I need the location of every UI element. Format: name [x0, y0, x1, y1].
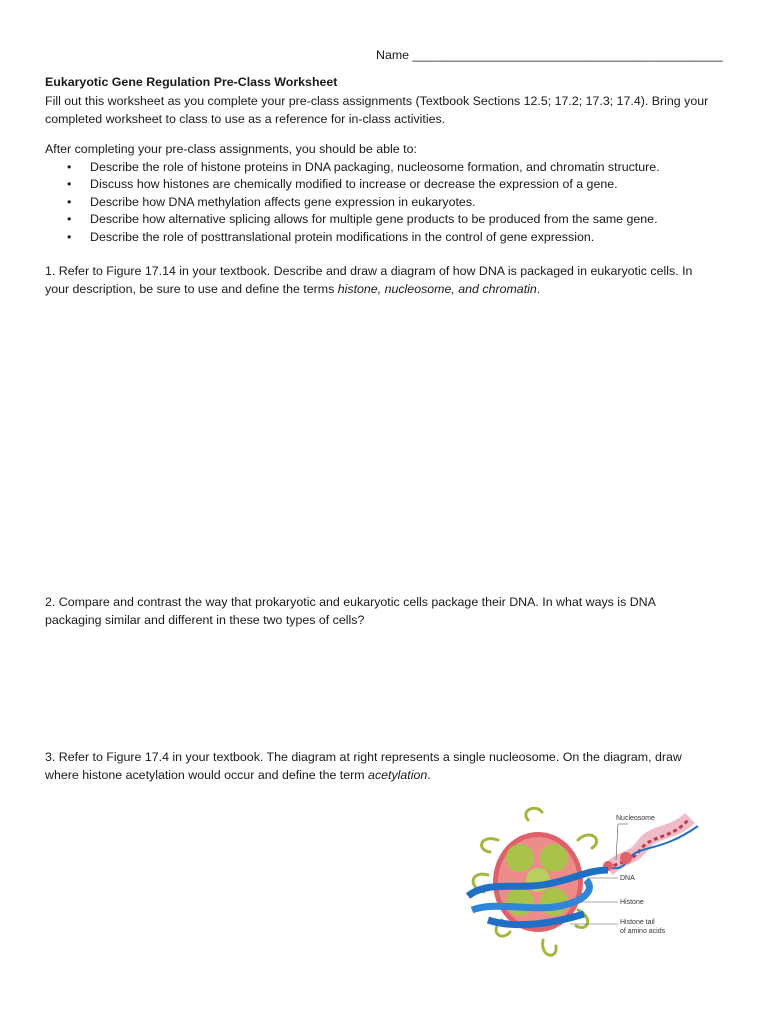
- question-1-text: your description, be sure to use and define the terms: [45, 282, 338, 296]
- objective-item: [45, 194, 660, 211]
- bullet-icon: •: [67, 212, 72, 227]
- objective-text: Describe how alternative splicing allows for multiple gene products to be produced from the same gene.: [90, 212, 658, 227]
- intro-line-1: Fill out this worksheet as you complete your pre-class assignments (Textbook Sections 12.5; 17.2; 17.3; 17.4). Bring your: [45, 94, 709, 108]
- objectives-list: [45, 159, 660, 246]
- nucleosome-diagram[interactable]: [458, 800, 708, 968]
- objective-text: Describe the role of histone proteins in DNA packaging, nucleosome formation, and chromatin structure.: [90, 160, 660, 174]
- label-amino-acids: of amino acids: [620, 928, 666, 935]
- objective-item: [45, 159, 660, 176]
- label-histone-tail: Histone tail: [620, 919, 655, 926]
- small-nucleosome: [620, 852, 632, 864]
- question-1-terms: histone, nucleosome, and chromatin: [337, 282, 537, 296]
- bullet-icon: •: [67, 229, 72, 244]
- worksheet-title: Eukaryotic Gene Regulation Pre-Class Worksheet: [45, 75, 338, 89]
- objective-item: [45, 211, 660, 228]
- label-nucleosome: Nucleosome: [616, 815, 655, 822]
- question-1-period: .: [536, 282, 541, 296]
- bullet-icon: •: [67, 177, 72, 192]
- objective-text: Describe how DNA methylation affects gene expression in eukaryotes.: [90, 194, 476, 209]
- bullet-icon: •: [67, 160, 72, 174]
- chromatin-fiber: [598, 818, 698, 872]
- objective-text: Discuss how histones are chemically modified to increase or decrease the expression of a gene.: [90, 177, 618, 192]
- question-3-line-2: [45, 767, 431, 784]
- question-3-text: where histone acetylation would occur and define the term: [45, 768, 369, 782]
- question-3-line-1: 3. Refer to Figure 17.4 in your textbook. The diagram at right represents a single nucleosome. On the diagram, draw: [45, 750, 682, 764]
- objective-item: [45, 176, 660, 193]
- question-1-line-2: [45, 281, 540, 298]
- objective-text: Describe the role of posttranslational protein modifications in the control of gene expression.: [90, 229, 595, 244]
- objectives-lead: After completing your pre-class assignments, you should be able to:: [45, 142, 417, 156]
- question-1-line-1: 1. Refer to Figure 17.14 in your textbook. Describe and draw a diagram of how DNA is packaged in eukaryotic cells. In: [45, 264, 693, 278]
- objective-item: [45, 229, 660, 246]
- question-2-line-1: 2. Compare and contrast the way that prokaryotic and eukaryotic cells package their DNA. In what ways is DNA: [45, 595, 656, 609]
- name-field[interactable]: [376, 47, 723, 64]
- question-3-term: acetylation: [368, 768, 428, 782]
- name-label: Name: [376, 48, 410, 62]
- intro-line-2: completed worksheet to class to use as a reference for in-class activities.: [45, 112, 446, 126]
- label-dna: DNA: [620, 875, 635, 882]
- question-2-line-2: packaging similar and different in these two types of cells?: [45, 613, 365, 627]
- question-3-period: .: [427, 768, 431, 782]
- bullet-icon: •: [67, 194, 72, 209]
- name-blank[interactable]: _____________________________________________: [412, 48, 723, 62]
- label-histone: Histone: [620, 899, 644, 906]
